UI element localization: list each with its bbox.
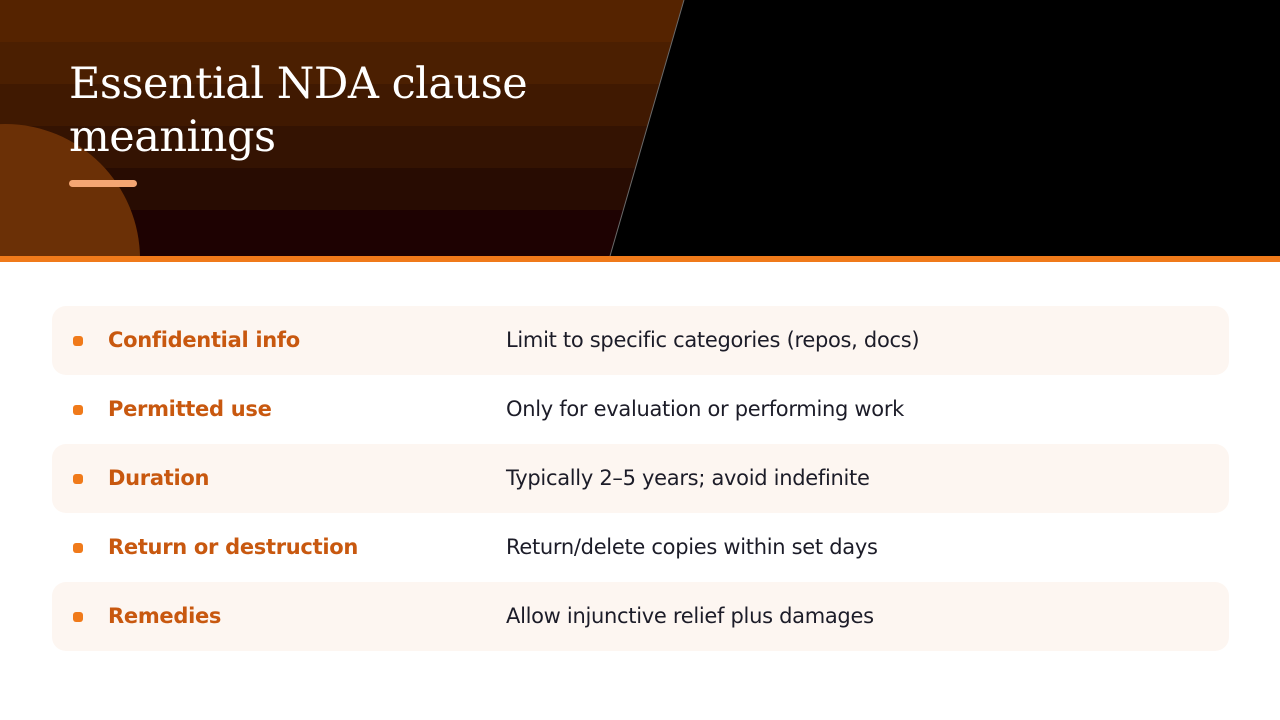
clause-meaning: Allow injunctive relief plus damages xyxy=(506,604,874,628)
bullet-icon xyxy=(73,543,83,553)
header-banner xyxy=(0,0,1280,256)
clause-term: Remedies xyxy=(108,604,222,628)
bullet-icon xyxy=(73,336,83,346)
bullet-icon xyxy=(73,612,83,622)
clause-meaning: Return/delete copies within set days xyxy=(506,535,878,559)
slide-title: Essential NDA clause meanings xyxy=(69,59,528,162)
clause-term: Permitted use xyxy=(108,397,272,421)
bullet-icon xyxy=(73,474,83,484)
clause-meaning: Only for evaluation or performing work xyxy=(506,397,905,421)
clause-term: Confidential info xyxy=(108,328,300,352)
clause-meaning: Typically 2–5 years; avoid indefinite xyxy=(506,466,870,490)
clause-meaning: Limit to specific categories (repos, docs) xyxy=(506,328,920,352)
clause-term: Duration xyxy=(108,466,210,490)
clause-row xyxy=(52,306,1229,375)
bullet-icon xyxy=(73,405,83,415)
clause-list xyxy=(52,306,1229,651)
clause-term: Return or destruction xyxy=(108,535,358,559)
clause-row xyxy=(52,444,1229,513)
header-divider xyxy=(0,256,1280,262)
clause-row xyxy=(52,375,1229,444)
clause-row xyxy=(52,582,1229,651)
title-underline xyxy=(69,180,137,187)
clause-row xyxy=(52,513,1229,582)
